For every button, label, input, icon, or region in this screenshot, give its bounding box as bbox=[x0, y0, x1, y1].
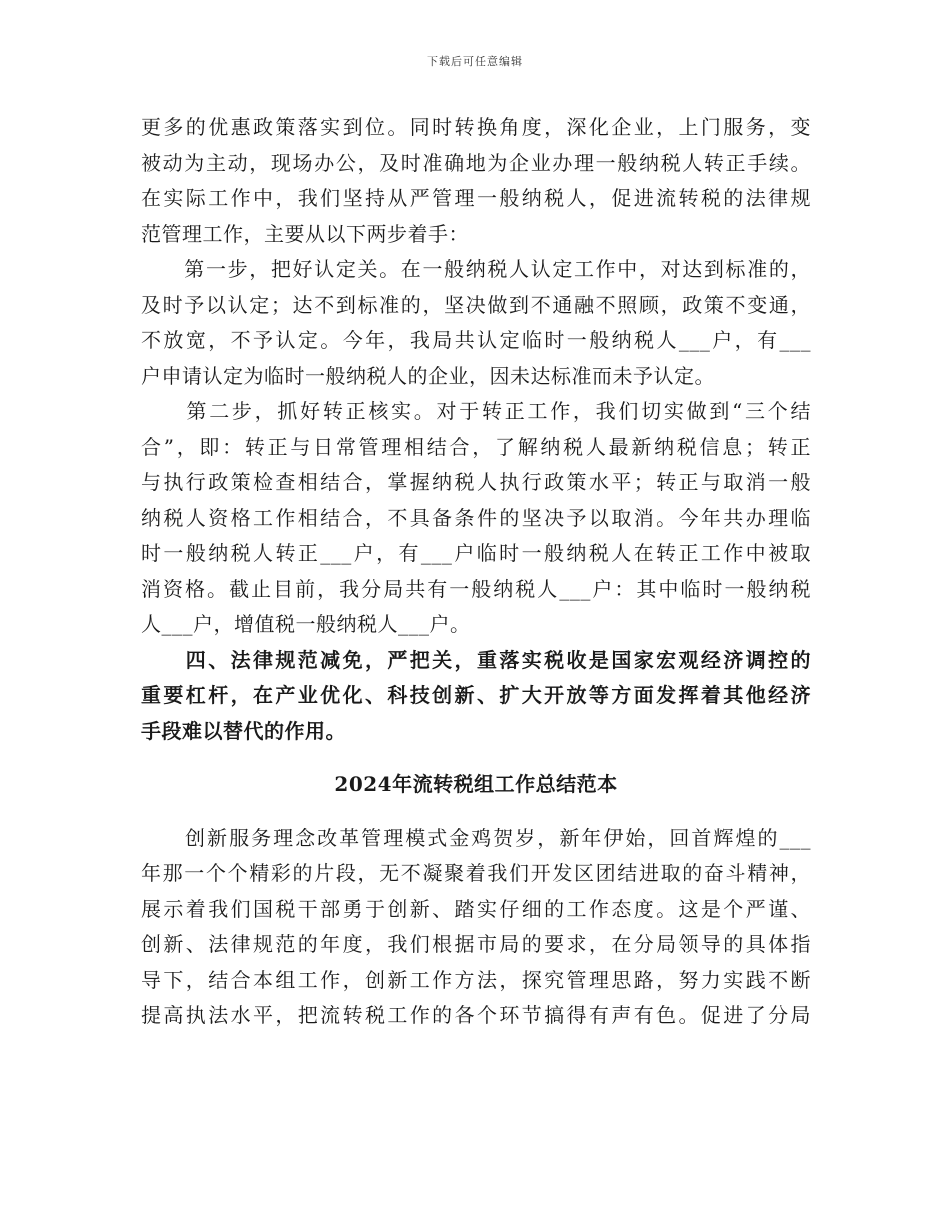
section-heading-line: 手段难以替代的作用。 bbox=[141, 718, 346, 743]
paragraph-line: 创新、法律规范的年度，我们根据市局的要求，在分局领导的具体指 bbox=[141, 932, 811, 956]
paragraph-line: 消资格。截止目前，我分局共有一般纳税人___户：其中临时一般纳税 bbox=[141, 576, 811, 601]
paragraph-line: 更多的优惠政策落实到位。同时转换角度，深化企业，上门服务，变 bbox=[141, 115, 811, 139]
paragraph-line: 不放宽，不予认定。今年，我局共认定临时一般纳税人___户，有___ bbox=[141, 328, 811, 352]
paragraph-line: 创新服务理念改革管理模式金鸡贺岁，新年伊始，回首辉煌的___ bbox=[141, 825, 811, 850]
document-body bbox=[141, 110, 811, 1034]
paragraph-line: 被动为主动，现场办公，及时准确地为企业办理一般纳税人转正手续。 bbox=[141, 150, 811, 175]
section-heading-line: 四、法律规范减免，严把关，重落实税收是国家宏观经济调控的 bbox=[141, 647, 811, 672]
section-heading-line: 重要杠杆，在产业优化、科技创新、扩大开放等方面发挥着其他经济 bbox=[141, 683, 811, 707]
paragraph-line: 年那一个个精彩的片段，无不凝聚着我们开发区团结进取的奋斗精神， bbox=[141, 861, 811, 885]
paragraph-line: 展示着我们国税干部勇于创新、踏实仔细的工作态度。这是个严谨、 bbox=[141, 896, 811, 921]
paragraph-line: 范管理工作，主要从以下两步着手： bbox=[141, 221, 469, 246]
paragraph-line: 第一步，把好认定关。在一般纳税人认定工作中，对达到标准的， bbox=[141, 257, 811, 281]
paragraph-line: 合”，即：转正与日常管理相结合，了解纳税人最新纳税信息；转正 bbox=[141, 434, 811, 459]
paragraph-line: 与执行政策检查相结合，掌握纳税人执行政策水平；转正与取消一般 bbox=[141, 470, 811, 494]
paragraph-line: 人___户，增值税一般纳税人___户。 bbox=[141, 612, 471, 636]
header-note: 下载后可任意编辑 bbox=[427, 55, 523, 68]
paragraph-line: 及时予以认定；达不到标准的，坚决做到不通融不照顾，政策不变通， bbox=[141, 292, 811, 317]
paragraph-line: 第二步，抓好转正核实。对于转正工作，我们切实做到“三个结 bbox=[141, 399, 811, 423]
paragraph-line: 时一般纳税人转正___户，有___户临时一般纳税人在转正工作中被取 bbox=[141, 541, 811, 565]
paragraph-line: 纳税人资格工作相结合，不具备条件的坚决予以取消。今年共办理临 bbox=[141, 505, 811, 530]
paragraph-line: 在实际工作中，我们坚持从严管理一般纳税人，促进流转税的法律规 bbox=[141, 186, 811, 210]
document-title: 2024年流转税组工作总结范本 bbox=[334, 772, 618, 796]
paragraph-line: 户申请认定为临时一般纳税人的企业，因未达标准而未予认定。 bbox=[141, 363, 715, 388]
paragraph-line: 导下，结合本组工作，创新工作方法，探究管理思路，努力实践不断 bbox=[141, 967, 811, 992]
paragraph-line: 提高执法水平，把流转税工作的各个环节搞得有声有色。促进了分局 bbox=[141, 1003, 811, 1027]
